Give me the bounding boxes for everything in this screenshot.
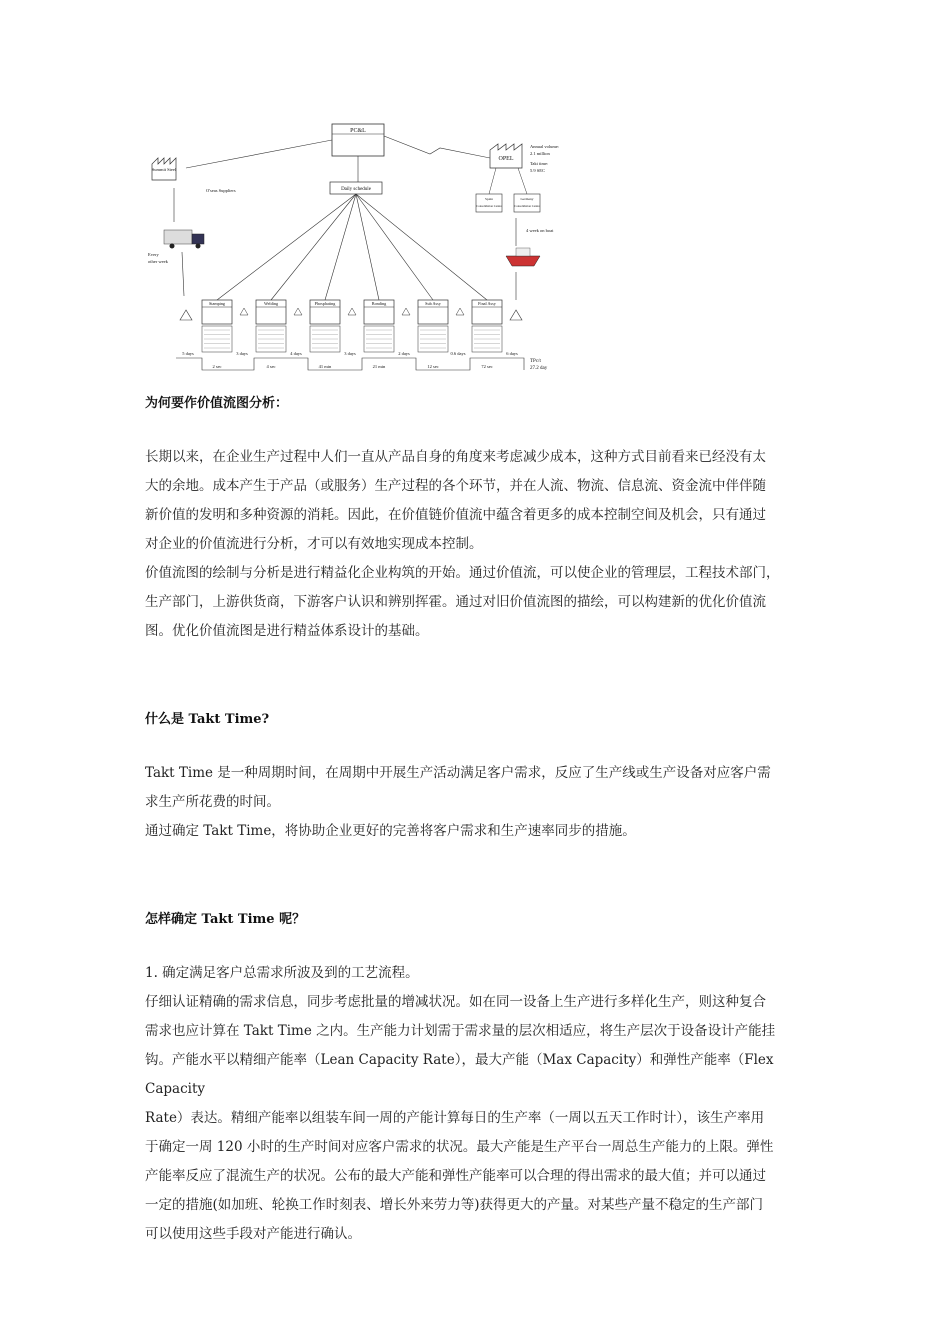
heading-how-determine-takt: 怎样确定 Takt Time 呢？ <box>145 912 306 927</box>
process-time-label: 72 sec <box>481 364 493 369</box>
section1-line: 生产部门，上游供货商，下游客户认识和辨别挥霍。通过对旧价值流图的描绘，可以构建新的优化价值流 <box>145 594 766 610</box>
section1-line: 图。优化价值流图是进行精益体系设计的基础。 <box>145 623 429 639</box>
section1-line: 大的余地。成本产生于产品（或服务）生产过程的各个环节，并在人流、物流、信息流、资金流中伴伴随 <box>145 478 766 494</box>
section2-body <box>145 759 817 846</box>
section2-line: Takt Time 是一种周期时间，在周期中开展生产活动满足客户需求，反应了生产线或生产设备对应客户需 <box>145 765 771 781</box>
days-label: 0.6 days <box>450 351 466 356</box>
opel-label: OPEL <box>498 156 514 162</box>
days-label: 4 days <box>290 351 302 356</box>
svg-text:Consolidation Centre: Consolidation Centre <box>476 204 502 208</box>
section3-line: 钩。产能水平以精细产能率（Lean Capacity Rate），最大产能（Max Capacity）和弹性产能率（Flex Capacity <box>145 1052 774 1097</box>
process-label: Stamping <box>208 301 226 306</box>
svg-text:Germany: Germany <box>520 197 534 201</box>
process-time-label: 41 min <box>318 364 332 369</box>
value-stream-map <box>140 118 580 378</box>
days-label: 2 days <box>398 351 410 356</box>
process-label: Sub Assy <box>425 301 441 306</box>
section2-line: 通过确定 Takt Time，将协助企业更好的完善将客户需求和生产速率同步的措施。 <box>145 823 636 839</box>
section3-line: 可以使用这些手段对产能进行确认。 <box>145 1226 361 1242</box>
inventory-triangle <box>348 308 356 315</box>
summit-steel-label: Summit Steel <box>151 167 177 172</box>
section3-body <box>145 959 817 1249</box>
overseas-label: O'seas Suppliers <box>206 188 236 193</box>
days-label: 5 days <box>182 351 194 356</box>
ship-icon <box>506 248 540 266</box>
process-time-label: 12 sec <box>427 364 439 369</box>
section3-line: 仔细认证精确的需求信息，同步考虑批量的增减状况。如在同一设备上生产进行多样化生产，则这种复合 <box>145 994 766 1010</box>
heading-what-is-takt: 什么是 Takt Time? <box>145 712 270 727</box>
days-label: 3 days <box>236 351 248 356</box>
timeline <box>176 358 524 370</box>
section1-body <box>145 443 817 646</box>
opel-info-2: 2.1 million <box>530 151 550 156</box>
process-label: Bonding <box>371 301 387 306</box>
svg-text:other week: other week <box>148 259 168 264</box>
section3-line: 一定的措施(如加班、轮换工作时刻表、增长外来劳力等)获得更大的产量。对某些产量不稳定的生产部门 <box>145 1197 764 1213</box>
process-time-label: 2 sec <box>212 364 222 369</box>
section1-line: 新价值的发明和多种资源的消耗。因此，在价值链价值流中蕴含着更多的成本控制空间及机会，只有通过 <box>145 507 766 523</box>
svg-text:Consolidation Centre: Consolidation Centre <box>514 204 540 208</box>
svg-text:Every: Every <box>148 252 159 257</box>
svg-text:Spain: Spain <box>485 197 493 201</box>
heading-why-vsm: 为何要作价值流图分析： <box>145 396 289 411</box>
inventory-triangle-start <box>180 310 192 320</box>
svg-text:TPc/t: TPc/t <box>530 359 541 364</box>
inventory-triangle <box>456 308 464 315</box>
process-label: Final Assy <box>478 301 496 306</box>
section1-line: 对企业的价值流进行分析，才可以有效地实现成本控制。 <box>145 536 483 552</box>
section3-line: 需求也应计算在 Takt Time 之内。生产能力计划需于需求量的层次相适应，将生产层次于设备设计产能挂 <box>145 1023 776 1039</box>
section3-line: 产能率反应了混流生产的状况。公布的最大产能和弹性产能率可以合理的得出需求的最大值；并可以通过 <box>145 1168 766 1184</box>
process-time-label: 21 min <box>372 364 386 369</box>
svg-text:27.2 day: 27.2 day <box>530 366 548 371</box>
process-label: Phosphating <box>314 301 336 306</box>
inventory-triangle <box>402 308 410 315</box>
days-label: 6 days <box>506 351 518 356</box>
section1-line: 长期以来，在企业生产过程中人们一直从产品自身的角度来考虑减少成本，这种方式目前看来已经没有太 <box>145 449 766 465</box>
opel-info-3: Takt time: <box>530 161 549 166</box>
section3-line: 1. 确定满足客户总需求所波及到的工艺流程。 <box>145 965 419 981</box>
inventory-triangle <box>294 308 302 315</box>
days-label: 3 days <box>344 351 356 356</box>
svg-text:4 week on boat: 4 week on boat <box>526 228 554 233</box>
inventory-triangle-end <box>510 310 522 320</box>
process-time-label: 4 sec <box>266 364 276 369</box>
opel-info-4: 5.9 SEC <box>530 168 546 173</box>
daily-schedule-label: Daily schedule <box>341 187 371 192</box>
section2-line: 求生产所花费的时间。 <box>145 794 280 810</box>
section1-line: 价值流图的绘制与分析是进行精益化企业构筑的开始。通过价值流，可以使企业的管理层，工程技术部门， <box>145 565 780 581</box>
truck-icon <box>164 230 204 249</box>
opel-info-1: Annual volume: <box>530 144 560 149</box>
process-label: Welding <box>263 301 279 306</box>
inventory-triangle <box>240 308 248 315</box>
section3-line: 于确定一周 120 小时的生产时间对应客户需求的状况。最大产能是生产平台一周总生产能力的上限。弹性 <box>145 1139 774 1155</box>
section3-line: Rate）表达。精细产能率以组装车间一周的产能计算每日的生产率（一周以五天工作时计），该生产率用 <box>145 1110 765 1126</box>
pcnl-label: PC&L <box>350 128 366 134</box>
